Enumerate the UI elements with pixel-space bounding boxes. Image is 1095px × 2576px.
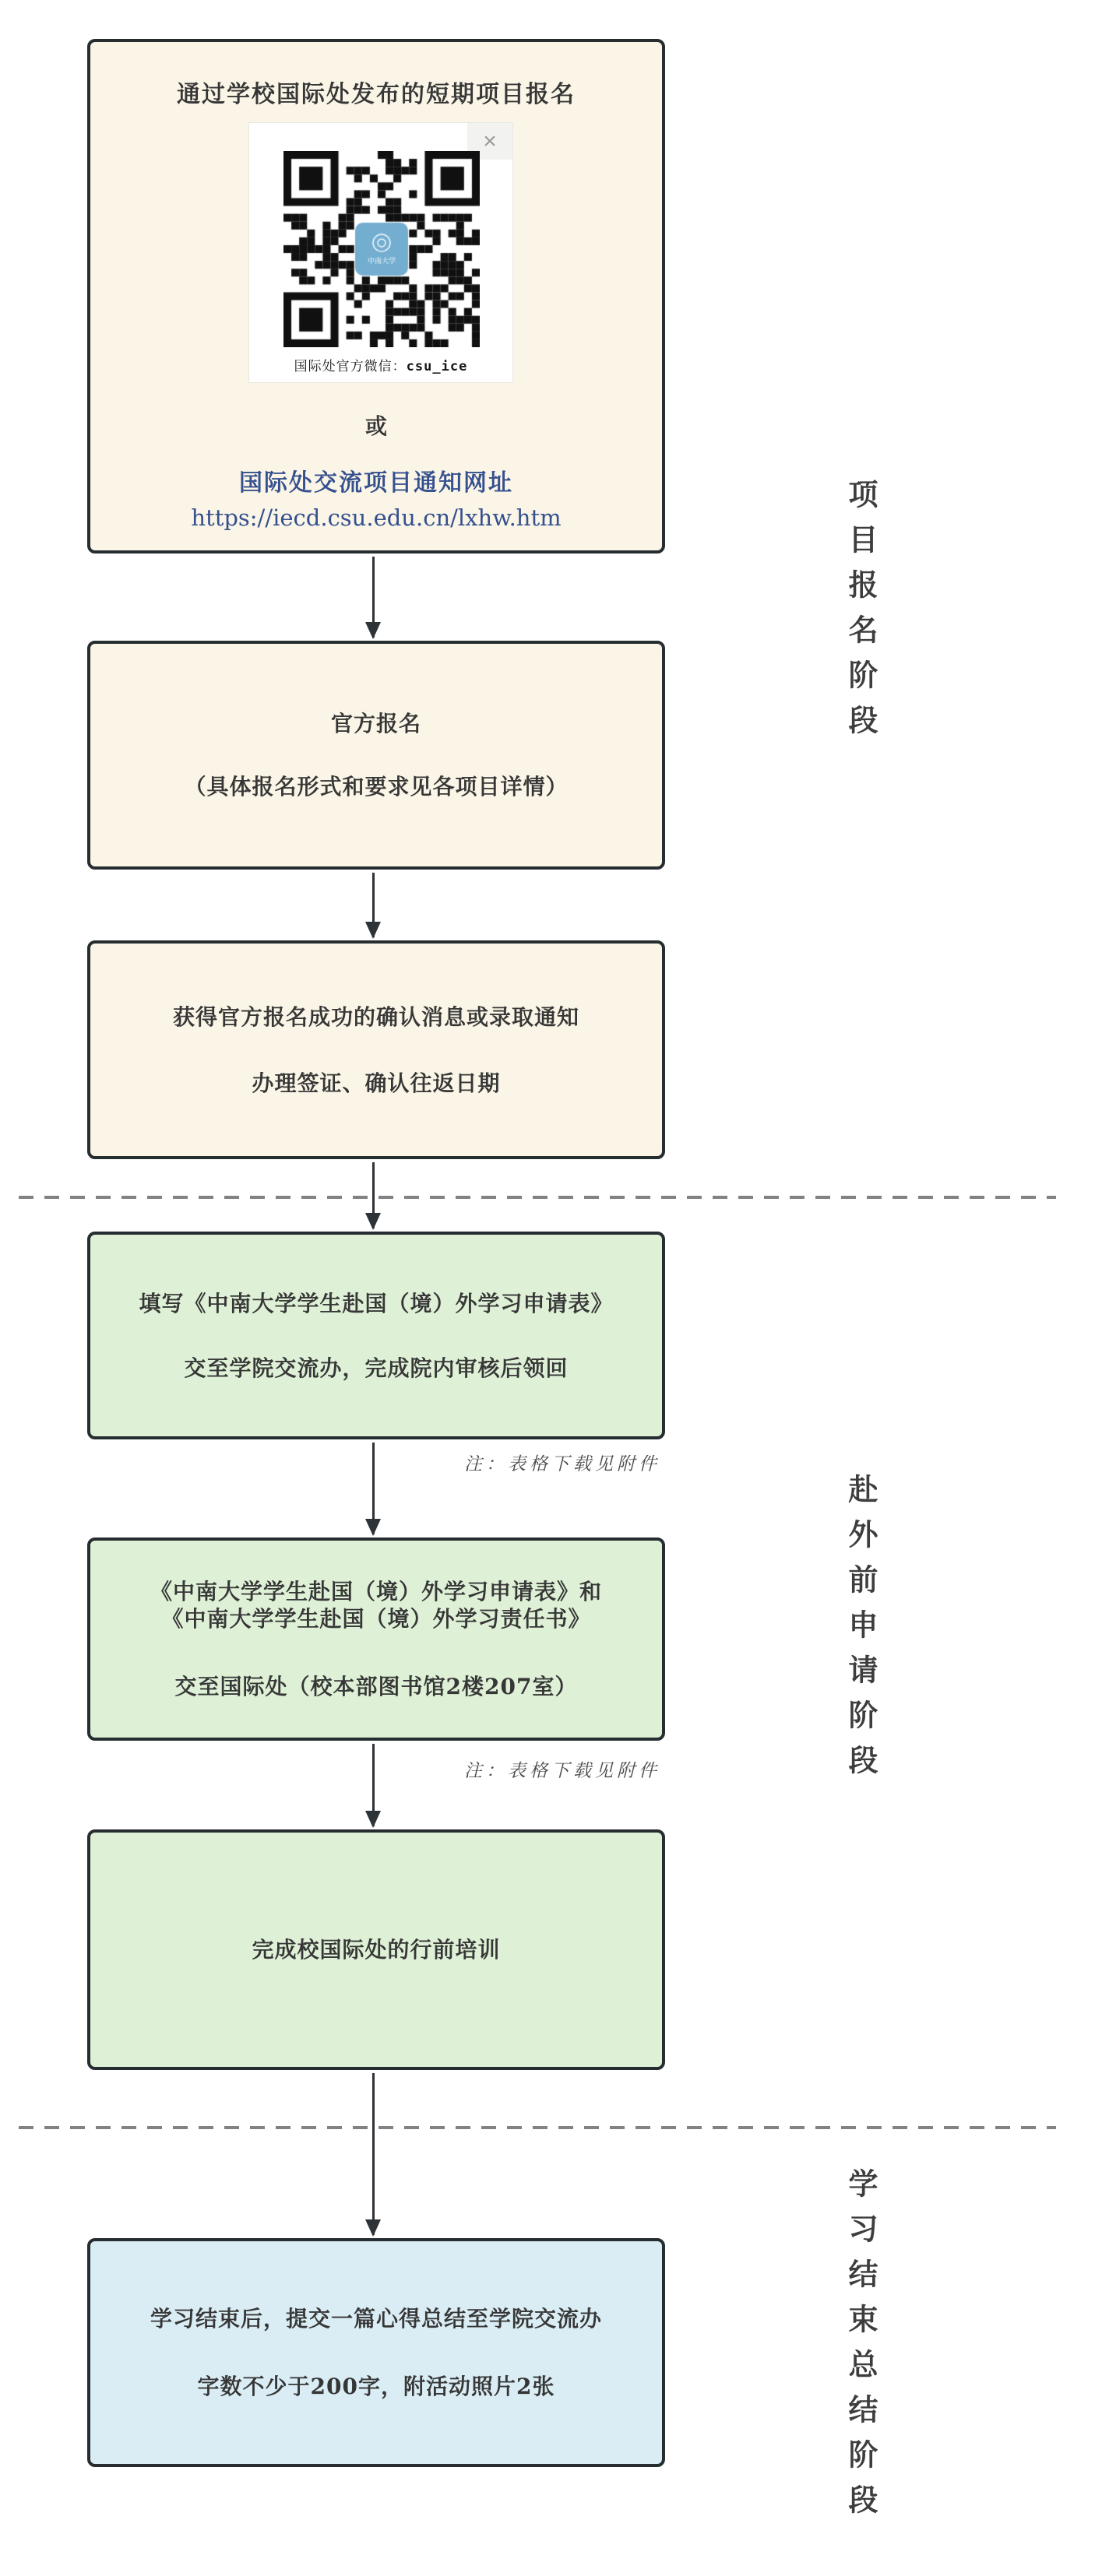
stage-label-pre-departure: 赴外前申请阶段 — [843, 1474, 878, 1790]
box-line: 学习结束后，提交一篇心得总结至学院交流办 — [150, 2306, 602, 2332]
arrow-down-icon — [372, 2073, 375, 2235]
box-line: 《中南大学学生赴国（境）外学习申请表》和 — [150, 1579, 602, 1604]
box-line: 交至国际处（校本部图书馆2楼207室） — [174, 1674, 578, 1699]
box-line: 字数不少于200字，附活动照片2张 — [197, 2374, 555, 2399]
flow-box-official-signup — [87, 641, 665, 870]
qr-popup — [248, 122, 513, 383]
box-line: 办理签证、确认往返日期 — [252, 1070, 501, 1096]
stage-divider — [19, 2126, 1056, 2129]
flow-box-application-form — [87, 1232, 665, 1439]
flow-box-submit-forms — [87, 1538, 665, 1741]
arrow-down-icon — [372, 1744, 375, 1826]
qr-wechat-account: csu_ice — [406, 359, 468, 374]
arrow-down-icon — [372, 1162, 375, 1228]
box-line: （具体报名形式和要求见各项目详情） — [184, 774, 569, 800]
stage-divider — [19, 1196, 1056, 1199]
flow-box-summary — [87, 2238, 665, 2467]
qr-caption — [249, 355, 512, 374]
flow-box-signup — [87, 39, 665, 554]
close-icon[interactable]: × — [467, 123, 512, 160]
or-text: 或 — [364, 413, 387, 439]
box-line: 完成校国际处的行前培训 — [252, 1937, 501, 1963]
notice-url[interactable]: https://iecd.csu.edu.cn/lxhw.htm — [191, 504, 562, 531]
box-line: 填写《中南大学学生赴国（境）外学习申请表》 — [139, 1290, 614, 1316]
stage-label-summary: 学习结束总结阶段 — [843, 2168, 878, 2529]
box-line: 获得官方报名成功的确认消息或录取通知 — [172, 1003, 579, 1030]
qr-code — [283, 151, 480, 347]
arrow-down-icon — [372, 873, 375, 937]
box-line: 《中南大学学生赴国（境）外学习责任书》 — [161, 1606, 591, 1632]
box-title: 通过学校国际处发布的短期项目报名 — [177, 81, 576, 108]
attachment-note: 注：表格下载见附件 — [464, 1761, 660, 1781]
stage-label-signup: 项目报名阶段 — [843, 479, 878, 750]
attachment-note: 注：表格下载见附件 — [464, 1454, 660, 1474]
flow-box-training — [87, 1829, 665, 2070]
qr-caption-prefix: 国际处官方微信： — [294, 359, 407, 374]
arrow-down-icon — [372, 557, 375, 638]
flow-box-confirmation — [87, 940, 665, 1159]
box-line: 交至学院交流办，完成院内审核后领回 — [184, 1355, 569, 1381]
box-line: 官方报名 — [330, 711, 421, 736]
arrow-down-icon — [372, 1443, 375, 1534]
notice-link[interactable]: 国际处交流项目通知网址 — [239, 469, 513, 497]
